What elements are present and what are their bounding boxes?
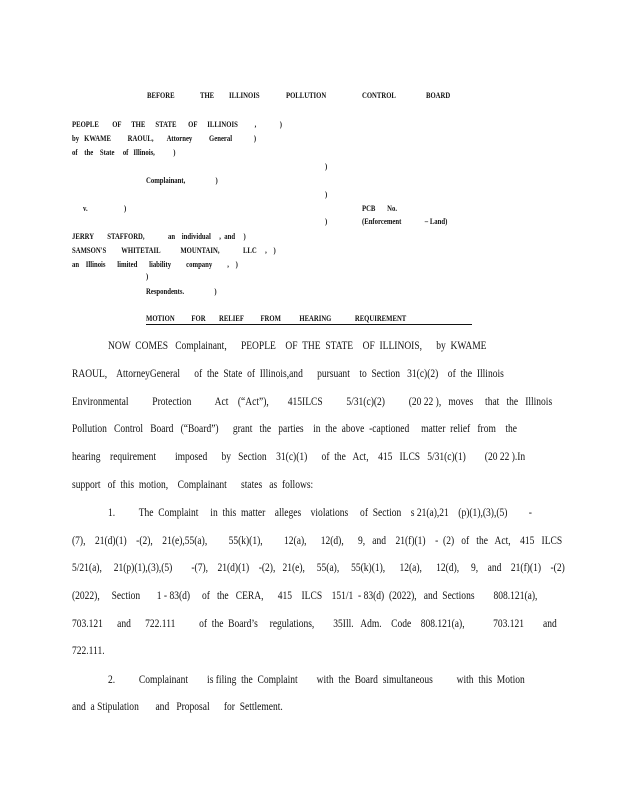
paragraph-line: 1. The Complaint in this matter alleges violations of Section s 21(a),21 (p)(1),(3),(5) -: [108, 507, 532, 519]
heading-control: CONTROL: [362, 90, 396, 100]
paragraph-line: hearing requirement imposed by Section 31(c)(1) of the Act, 415 ILCS 5/31(c)(1) (20 22 ).In: [72, 451, 526, 463]
caption-paren: ): [325, 161, 328, 171]
caption-paren: ): [146, 271, 149, 281]
heading-the: THE: [200, 90, 215, 100]
heading-illinois: ILLINOIS: [229, 90, 260, 100]
paragraph-line: 722.111.: [72, 645, 105, 657]
respondents-label: Respondents. ): [146, 286, 217, 296]
versus-label: v.: [83, 203, 88, 213]
paragraph-line: RAOUL, AttorneyGeneral of the State of Illinois,and pursuant to Section 31(c)(2) of the Illinois: [72, 368, 504, 380]
paragraph-line: 5/21(a), 21(p)(1),(3),(5) -(7), 21(d)(1) -(2), 21(e), 55(a), 55(k)(1), 12(a), 12(d), 9, and 21(f)(1) -(2): [72, 562, 565, 574]
heading-before: BEFORE: [147, 90, 175, 100]
caption-paren: ): [325, 216, 328, 226]
defendant-line-2: SAMSON'S WHITETAIL MOUNTAIN, LLC , ): [72, 245, 276, 255]
paragraph-line: NOW COMES Complainant, PEOPLE OF THE STATE OF ILLINOIS, by KWAME: [108, 340, 487, 352]
defendant-line-1: JERRY STAFFORD, an individual , and ): [72, 231, 246, 241]
paragraph-line: 703.121 and 722.111 of the Board’s regulations, 35Ill. Adm. Code 808.121(a), 703.121 and: [72, 618, 557, 630]
plaintiff-line-3: of the State of Illinois, ): [72, 147, 176, 157]
plaintiff-line-2: by KWAME RAOUL, Attorney General ): [72, 133, 257, 143]
paragraph-line: support of this motion, Complainant states as follows:: [72, 479, 314, 491]
caption-paren: ): [124, 203, 127, 213]
caption-paren: ): [325, 189, 328, 199]
paragraph-line: (2022), Section 1 - 83(d) of the CERA, 415 ILCS 151/1 - 83(d) (2022), and Sections 808.121(a),: [72, 590, 538, 602]
motion-title: [146, 314, 472, 325]
heading-pollution: POLLUTION: [286, 90, 327, 100]
paragraph-line: Environmental Protection Act (“Act”), 415ILCS 5/31(c)(2) (20 22 ), moves that the Illinois: [72, 396, 553, 408]
motion-title-text: MOTION FOR RELIEF FROM HEARING REQUIREMENT: [146, 313, 407, 323]
paragraph-line: 2. Complainant is filing the Complaint with the Board simultaneous with this Motion: [108, 674, 525, 686]
complainant-label: Complainant, ): [146, 175, 218, 185]
paragraph-line: Pollution Control Board (“Board”) grant the parties in the above -captioned matter relief from the: [72, 423, 517, 435]
heading-board: BOARD: [426, 90, 451, 100]
defendant-line-3: an Illinois limited liability company , ): [72, 259, 238, 269]
enforcement-label: (Enforcement – Land): [362, 216, 448, 226]
paragraph-line: and a Stipulation and Proposal for Settlement.: [72, 701, 283, 713]
pcb-number: PCB No.: [362, 203, 398, 213]
paragraph-line: (7), 21(d)(1) -(2), 21(e),55(a), 55(k)(1), 12(a), 12(d), 9, and 21(f)(1) - (2) of the Act, 415 ILCS: [72, 535, 563, 547]
plaintiff-line-1: PEOPLE OF THE STATE OF ILLINOIS , ): [72, 119, 282, 129]
